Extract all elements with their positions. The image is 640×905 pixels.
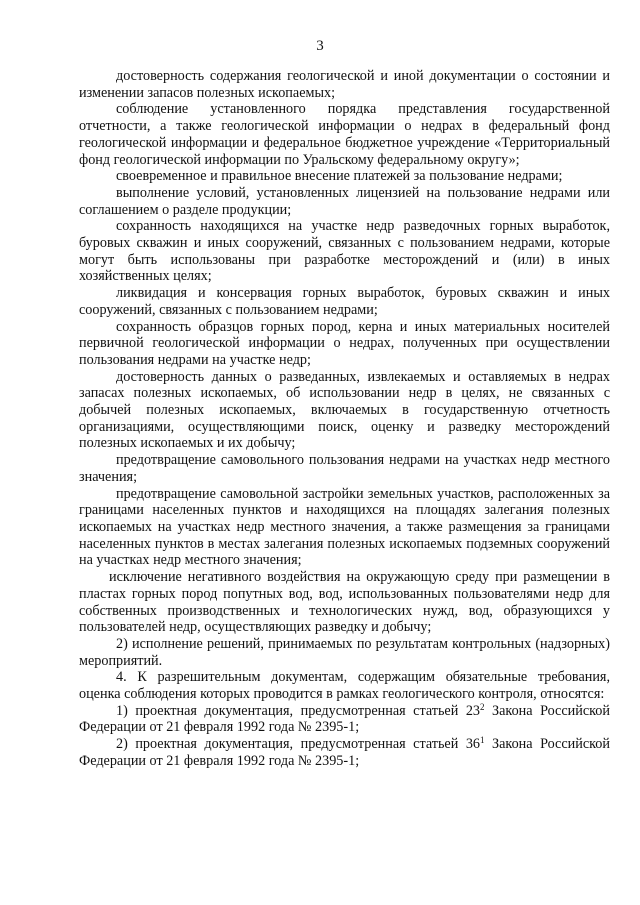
document-body — [79, 68, 610, 770]
list-item-project-doc-36 — [79, 736, 610, 769]
list-item-text: 2) проектная документация, предусмотренная статьей 36 — [116, 736, 481, 753]
paragraph-environmental-impact: исключение негативного воздействия на окружающую среду при размещении в пластах горных пород попутных вод, вод, использованных пользователями недр для собственных производственных и технологических нужд, вод, образующихся у пользователей недр, осуществляющих разведку и добычу; — [79, 569, 610, 636]
paragraph-liquidation-conservation: ликвидация и консервация горных выработок, буровых скважин и иных сооружений, связанных с пользованием недрами; — [79, 285, 610, 318]
paragraph-reserves-data: достоверность данных о разведанных, извлекаемых и оставляемых в недрах запасах полезных ископаемых, об использовании недр в целях, не связанных с добычей полезных ископаемых, включаемых в государственную отчетность организациями, осуществляющими поиск, оценку и разведку месторождений полезных ископаемых и их добычу; — [79, 368, 610, 452]
paragraph-unauthorized-use: предотвращение самовольного пользования недрами на участках недр местного значения; — [79, 452, 610, 485]
paragraph-reporting-procedure: соблюдение установленного порядка представления государственной отчетности, а также геологической информации о недрах в федеральный фонд геологической информации и федеральное бюджетное учреждение «Территориальный фонд геологической информации по Уральскому федеральному округу»; — [79, 101, 610, 168]
list-item-tail: Закона Российской Федерации от 21 февраля 1992 года № 2395-1; — [79, 736, 610, 769]
article-superscript: 1 — [480, 735, 485, 746]
paragraph-decisions-execution: 2) исполнение решений, принимаемых по результатам контрольных (надзорных) мероприятий. — [79, 635, 610, 669]
paragraph-unauthorized-construction: предотвращение самовольной застройки земельных участков, расположенных за границами населенных пунктов и находящихся на площадях залегания полезных ископаемых на участках недр местного значения, а также размещения за границами населенных пунктов в местах залегания полезных ископаемых подземных сооружений на участках недр местного значения; — [79, 485, 610, 569]
list-item-project-doc-23 — [79, 703, 610, 736]
list-item-tail: Закона Российской Федерации от 21 февраля 1992 года № 2395-1; — [79, 702, 610, 736]
paragraph-documentation-reliability: достоверность содержания геологической и иной документации о состоянии и изменении запасов полезных ископаемых; — [79, 68, 610, 101]
paragraph-permits-intro: 4. К разрешительным документам, содержащим обязательные требования, оценка соблюдения которых проводится в рамках геологического контроля, относятся: — [79, 669, 610, 703]
paragraph-core-samples: сохранность образцов горных пород, керна и иных материальных носителей первичной геологической информации о недрах, полученных при осуществлении пользования недрами на участке недр; — [79, 318, 610, 368]
paragraph-license-conditions: выполнение условий, установленных лицензией на пользование недрами или соглашением о разделе продукции; — [79, 184, 610, 218]
list-item-text: 1) проектная документация, предусмотренная статьей 23 — [116, 702, 481, 719]
article-superscript: 2 — [480, 701, 485, 712]
paragraph-workings-preservation: сохранность находящихся на участке недр разведочных горных выработок, буровых скважин и иных сооружений, связанных с пользованием недрами, которые могут быть использованы при разработке месторождений и (или) в иных хозяйственных целях; — [79, 218, 610, 285]
page-number: 3 — [316, 38, 324, 54]
paragraph-payments: своевременное и правильное внесение платежей за пользование недрами; — [116, 168, 563, 185]
